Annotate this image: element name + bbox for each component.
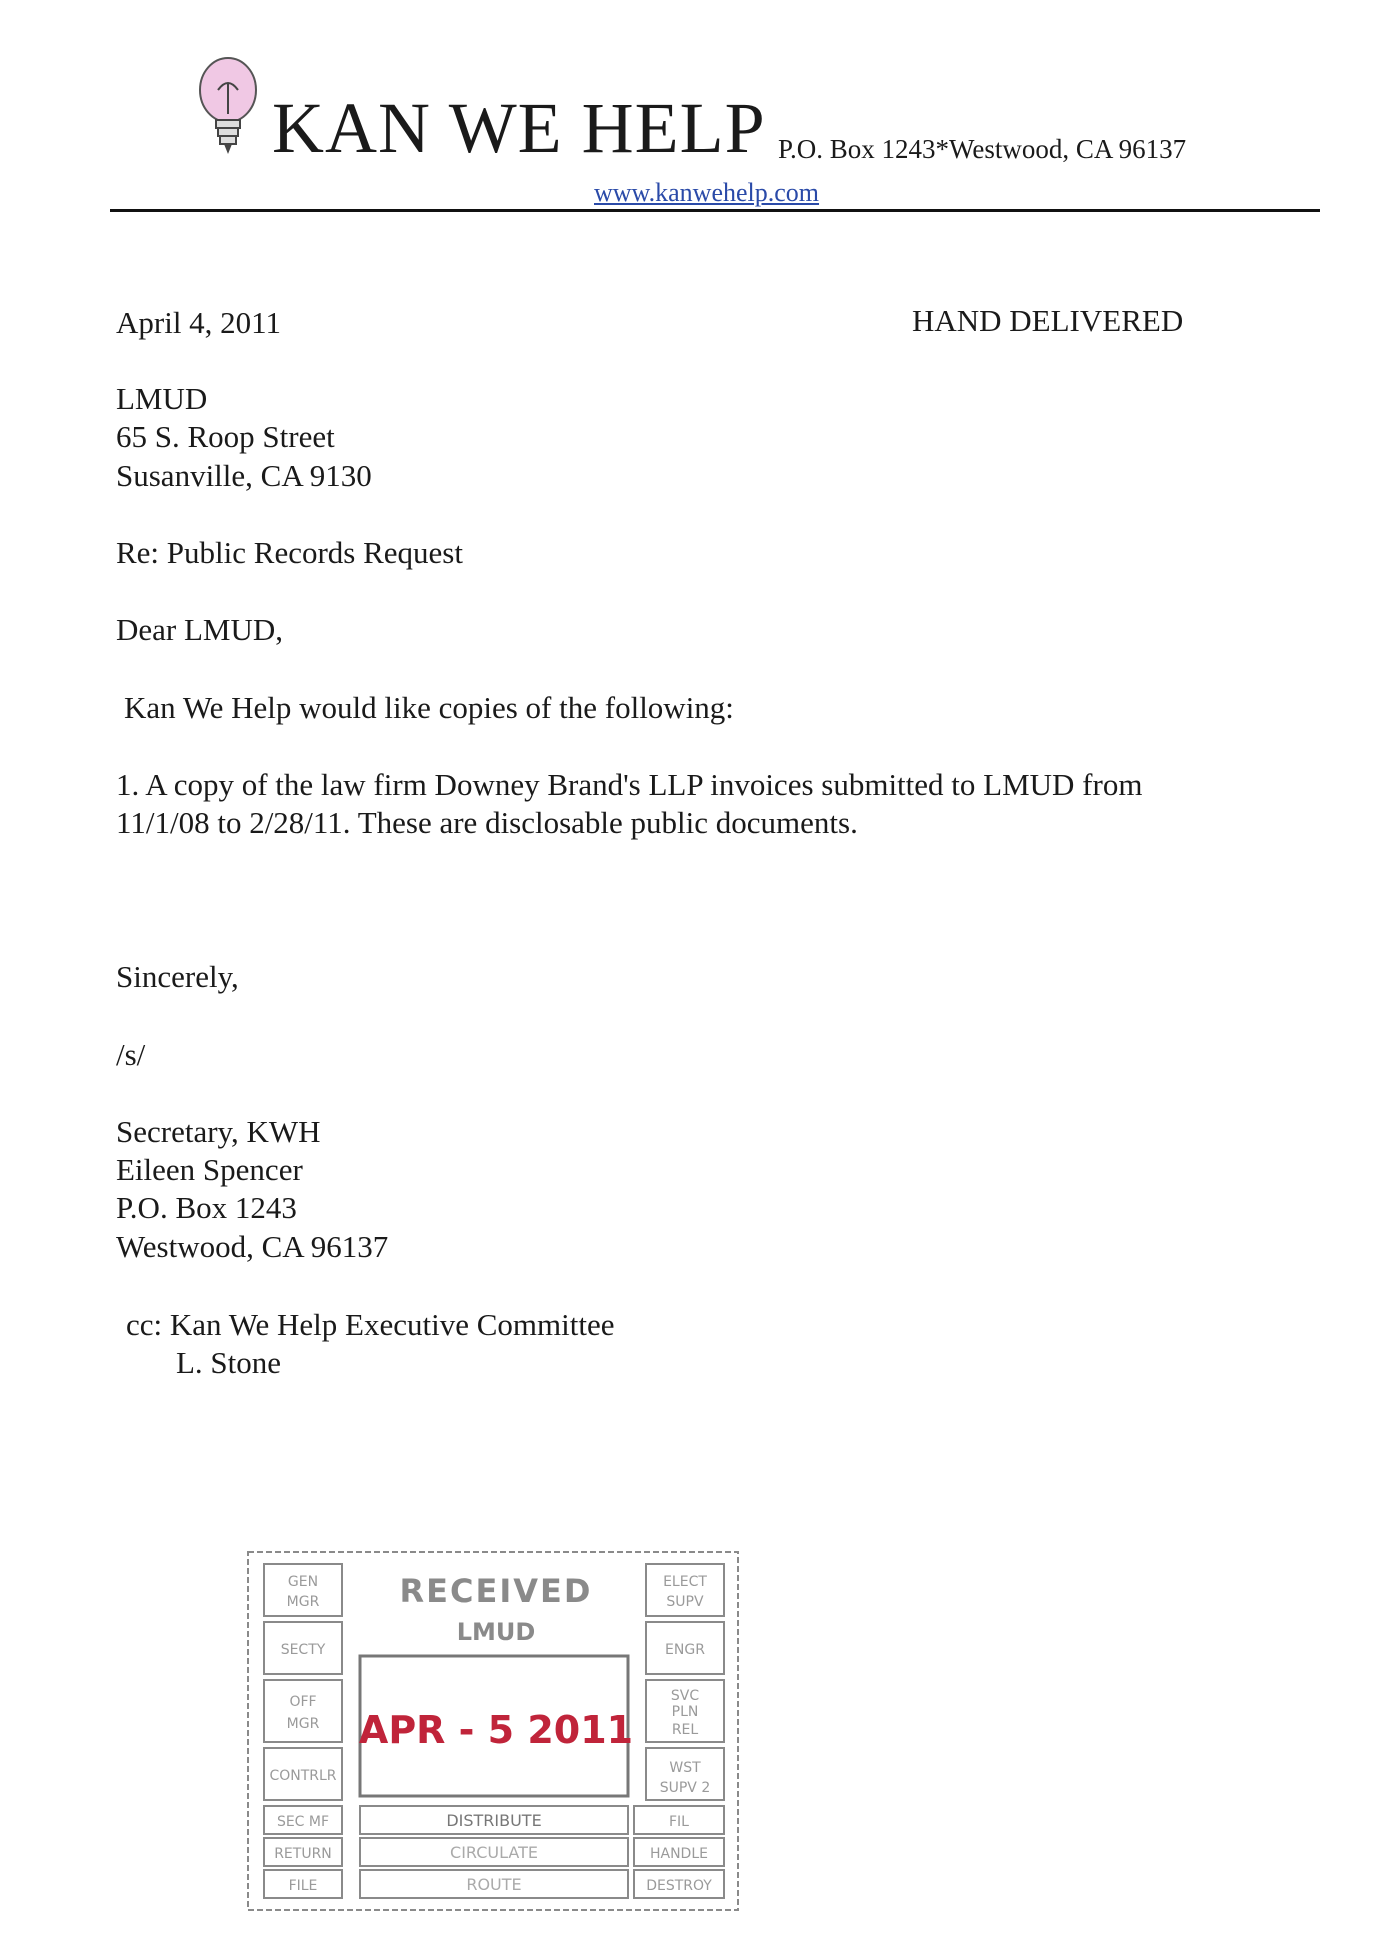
lightbulb-icon: [196, 56, 260, 160]
stamp-received-label: RECEIVED: [399, 1572, 593, 1610]
stamp-row-route: ROUTE: [466, 1875, 522, 1894]
stamp-right-box: FIL: [669, 1814, 689, 1830]
subject-line: Re: Public Records Request: [116, 535, 463, 570]
body-item-line-1: 1. A copy of the law firm Downey Brand's LLP invoices submitted to LMUD from: [116, 767, 1143, 802]
stamp-right-box: ELECT: [663, 1574, 707, 1590]
letter-date: April 4, 2011: [116, 305, 282, 340]
stamp-right-box: PLN: [671, 1704, 699, 1720]
sender-name: Eileen Spencer: [116, 1152, 303, 1187]
stamp-right-box: SUPV: [666, 1594, 704, 1610]
org-address: P.O. Box 1243*Westwood, CA 96137: [778, 134, 1187, 164]
website-link[interactable]: www.kanwehelp.com: [594, 178, 820, 207]
stamp-left-box: RETURN: [274, 1846, 332, 1862]
recipient-name: LMUD: [116, 381, 208, 416]
stamp-right-box: DESTROY: [646, 1878, 712, 1894]
stamp-right-box: ENGR: [665, 1642, 705, 1658]
stamp-row-distribute: DISTRIBUTE: [446, 1811, 542, 1830]
signature: /s/: [116, 1037, 146, 1072]
received-stamp: [246, 1550, 740, 1912]
stamp-row-circulate: CIRCULATE: [450, 1843, 538, 1862]
org-name: KAN WE HELP: [272, 88, 766, 168]
stamp-left-box: SECTY: [280, 1642, 326, 1658]
stamp-org-label: LMUD: [456, 1618, 536, 1646]
recipient-street: 65 S. Roop Street: [116, 419, 335, 454]
stamp-left-box: OFF: [289, 1694, 317, 1710]
sender-title: Secretary, KWH: [116, 1114, 321, 1149]
stamp-right-box: SVC: [670, 1688, 700, 1704]
delivery-method: HAND DELIVERED: [912, 303, 1184, 338]
stamp-right-box: HANDLE: [649, 1846, 709, 1862]
stamp-right-box: REL: [671, 1722, 699, 1738]
closing: Sincerely,: [116, 959, 239, 994]
stamp-date: APR - 5 2011: [358, 1708, 634, 1752]
recipient-city: Susanville, CA 9130: [116, 458, 372, 493]
body-intro: Kan We Help would like copies of the following:: [124, 690, 734, 725]
stamp-left-box: FILE: [288, 1878, 318, 1894]
stamp-left-box: SEC MF: [276, 1814, 330, 1830]
cc-recipient: L. Stone: [176, 1345, 282, 1380]
stamp-left-box: MGR: [286, 1716, 320, 1732]
stamp-left-box: MGR: [286, 1594, 320, 1610]
salutation: Dear LMUD,: [116, 612, 284, 647]
stamp-right-box: SUPV 2: [659, 1780, 711, 1796]
sender-city: Westwood, CA 96137: [116, 1229, 389, 1264]
stamp-left-box: GEN: [287, 1574, 319, 1590]
sender-box: P.O. Box 1243: [116, 1190, 297, 1225]
body-item-line-2: 11/1/08 to 2/28/11. These are disclosable public documents.: [116, 805, 858, 840]
stamp-left-box: CONTRLR: [269, 1768, 337, 1784]
cc-line: cc: Kan We Help Executive Committee: [126, 1307, 615, 1342]
header-divider: [110, 209, 1320, 212]
stamp-right-box: WST: [669, 1760, 701, 1776]
